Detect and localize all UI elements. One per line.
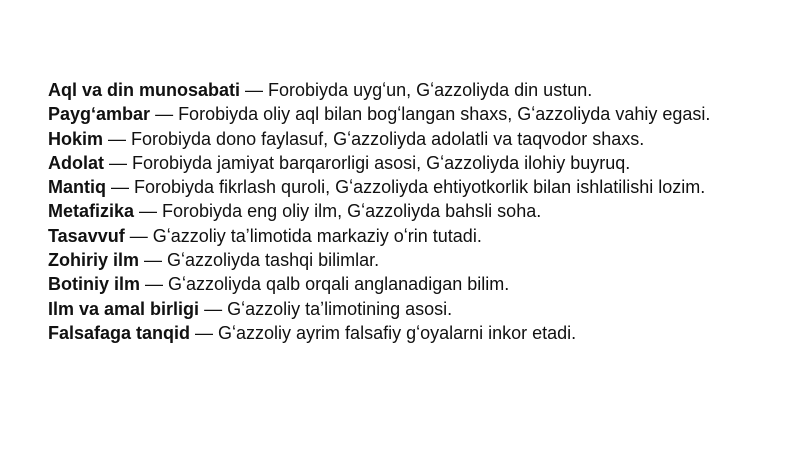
definition-entry: [48, 224, 768, 248]
definition-list: [48, 78, 768, 345]
definition-text: — Gʻazzoliy taʼlimotida markaziy oʻrin tutadi.: [124, 225, 482, 246]
definition-entry: [48, 321, 768, 345]
definition-term: Hokim: [48, 128, 104, 149]
definition-text: — Gʻazzoliyda qalb orqali anglanadigan bilim.: [140, 274, 510, 295]
definition-term: Ilm va amal birligi: [48, 298, 200, 319]
definition-term: Aql va din munosabati: [48, 80, 241, 100]
definition-entry: [48, 248, 768, 272]
definition-text: — Forobiyda fikrlash quroli, Gʻazzoliyda ehtiyotkorlik bilan ishlatilishi lozim.: [106, 177, 706, 198]
definition-text: — Forobiyda jamiyat barqarorligi asosi, Gʻazzoliyda ilohiy buyruq.: [104, 152, 631, 173]
definition-term: Adolat: [48, 152, 104, 173]
definition-term: Tasavvuf: [48, 225, 125, 246]
definition-text: — Gʻazzoliy ayrim falsafiy gʻoyalarni inkor etadi.: [190, 322, 577, 343]
definition-entry: [48, 102, 768, 126]
definition-entry: [48, 272, 768, 296]
definition-text: — Forobiyda dono faylasuf, Gʻazzoliyda adolatli va taqvodor shaxs.: [103, 128, 645, 149]
definition-term: Metafizika: [48, 201, 135, 222]
definition-text: — Forobiyda uygʻun, Gʻazzoliyda din ustun.: [240, 80, 593, 100]
definition-text: — Forobiyda oliy aql bilan bogʻlangan shaxs, Gʻazzoliyda vahiy egasi.: [150, 104, 711, 125]
definition-entry: [48, 175, 768, 199]
definition-term: Zohiriy ilm: [48, 250, 140, 271]
definition-entry: [48, 78, 768, 102]
definition-term: Falsafaga tanqid: [48, 322, 191, 343]
definition-text: — Gʻazzoliyda tashqi bilimlar.: [139, 250, 380, 271]
definition-entry: [48, 297, 768, 321]
definition-entry: [48, 199, 768, 223]
definition-term: Botiniy ilm: [48, 274, 141, 295]
definition-text: — Gʻazzoliy taʼlimotining asosi.: [199, 298, 453, 319]
definition-entry: [48, 151, 768, 175]
definition-term: Paygʻambar: [48, 104, 151, 125]
definition-term: Mantiq: [48, 177, 106, 198]
definition-entry: [48, 127, 768, 151]
definition-text: — Forobiyda eng oliy ilm, Gʻazzoliyda bahsli soha.: [134, 201, 542, 222]
